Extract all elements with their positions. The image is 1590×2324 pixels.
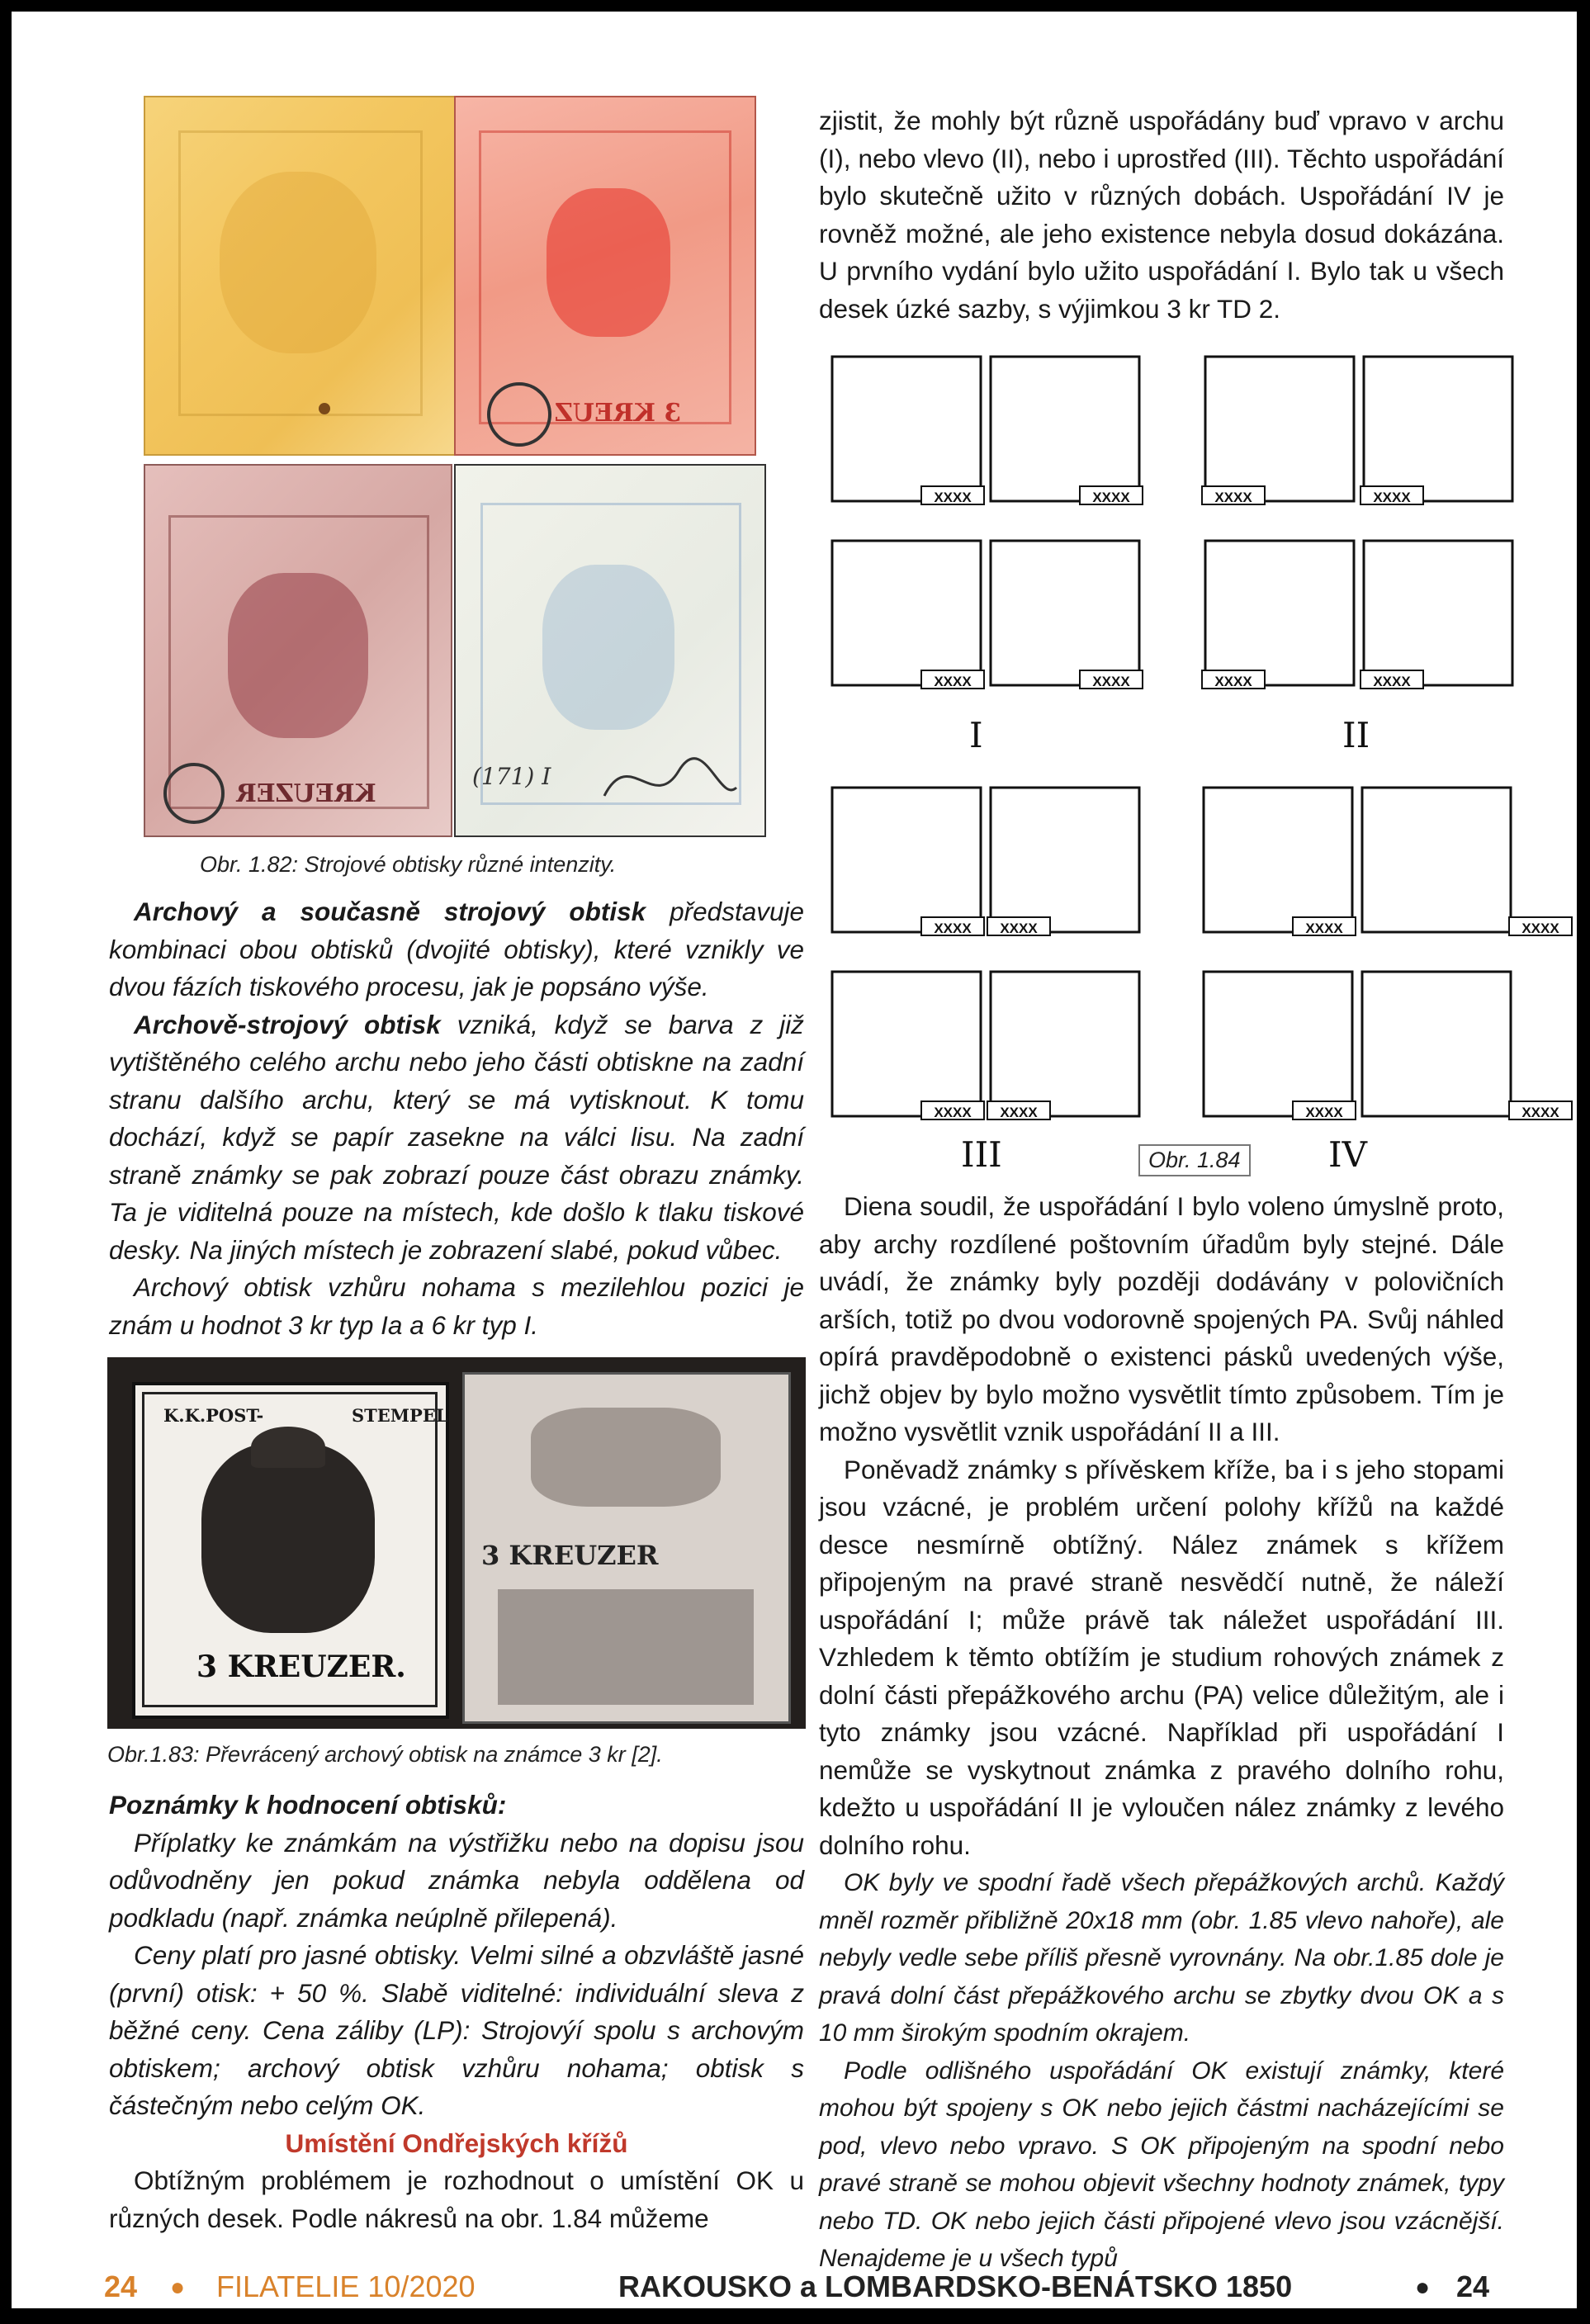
- left-column-upper: [109, 893, 804, 1344]
- label-III: III: [961, 1134, 1002, 1175]
- figure-183-black-stamps: [107, 1357, 806, 1729]
- diagram-cross-label: XXXX: [1521, 1105, 1559, 1120]
- diagram-cross-label: XXXX: [1305, 1105, 1343, 1120]
- diagram-stamp-box: [832, 972, 981, 1116]
- diagram-cross-label: XXXX: [1521, 921, 1559, 936]
- paragraph-podle: Podle odlišného uspořádání OK existují známky, které mohou být spojeny s OK nebo jejich částmi nacházejícími se pod, vlevo nebo vpravo. S OK připojeným na spodní nebo pravé straně se mohou objevit všechny hodnoty známek, typy nebo TD. OK nebo jejich části připojené vlevo jsou vzácnější. Nenajdeme je u všech typů: [819, 2057, 1504, 2272]
- stamp-yellow: [144, 96, 457, 456]
- diagram-stamp-box: [1205, 541, 1354, 685]
- diagram-stamp-box: [1364, 541, 1512, 685]
- diagram-stamp-box: [1205, 357, 1354, 501]
- stamp-black-kpost: K.K.POST-: [163, 1405, 264, 1426]
- notes-heading: Poznámky k hodnocení obtisků:: [109, 1790, 507, 1820]
- stamp-pale-blue: [454, 464, 766, 837]
- stamp-black-stempel: STEMPEL: [352, 1405, 448, 1426]
- diagram-cross-label: XXXX: [1373, 674, 1411, 689]
- diagram-cross-label: XXXX: [1214, 490, 1252, 505]
- diagram-stamp-box: [832, 541, 981, 685]
- diagram-cross-label: XXXX: [934, 490, 972, 505]
- figure-184-diagram: [804, 342, 1559, 1192]
- footer-page-number-right: 24: [1456, 2270, 1490, 2303]
- footer-bullet-left: ●: [170, 2274, 186, 2301]
- paragraph-vzhuru-nohama: Archový obtisk vzhůru nohama s mezilehlou pozici je znám u hodnot 3 kr typ Ia a 6 kr typ I.: [109, 1272, 804, 1340]
- stamp-mirror-value: 3 KREUZER: [481, 1540, 659, 1571]
- diagram-stamp-box: [991, 541, 1139, 685]
- stamp-pencil-note: (171) I: [472, 763, 551, 790]
- left-column-lower: [109, 1787, 804, 2237]
- stamp-brown-value: KREUZER: [236, 779, 376, 808]
- section-paragraph: Obtížným problémem je rozhodnout o umístění OK u různých desek. Podle nákresů na obr. 1.84 můžeme: [109, 2165, 804, 2233]
- diagram-cross-label: XXXX: [1092, 674, 1130, 689]
- paragraph-diena: Diena soudil, že uspořádání I bylo voleno úmyslně proto, aby archy rozdílené poštovním úřadům byly stejné. Dále uvádí, že známky byly později dodávány v polovičních arších, totiž po dvou vodorovně spojených PA. Svůj náhled opírá pravděpodobně o existenci pásků uvedených výše, jichž objev by bylo možno vysvětlit tímto způsobem. Tím je možno vysvětlit vznik uspořádání II a III.: [819, 1191, 1504, 1446]
- diagram-stamp-box: [991, 972, 1139, 1116]
- paragraph-archove-strojovy: Archově-strojový obtisk vzniká, když se barva z již vytištěného celého archu nebo jeho části obtiskne na zadní stranu dalšího archu, který se má vytisknout. K tomu dochází, když se papír zasekne na válci lisu. Na zadní straně známky se pak zobrazí pouze část obrazu známky. Ta je viditelná pouze na místech, kde došlo k tlaku tiskové desky. Na jiných místech je zobrazení slabé, pokud vůbec.: [109, 1009, 804, 1265]
- footer-series: RAKOUSKO a LOMBARDSKO-BENÁTSKO 1850: [618, 2270, 1293, 2303]
- footer-page-number-left: 24: [104, 2270, 138, 2303]
- footer-magazine: FILATELIE 10/2020: [216, 2270, 476, 2303]
- paragraph-ok: OK byly ve spodní řadě všech přepážkových archů. Každý mněl rozměr přibližně 20x18 mm (obr. 1.85 vlevo nahoře), ale nebyly vedle sebe příliš přesně vyrovnány. Na obr.1.85 dole je pravá dolní část přepážkového archu se zbytky dvou OK a s 10 mm širokým spodním okrajem.: [819, 1869, 1504, 2047]
- label-I: I: [969, 715, 983, 755]
- diagram-stamp-box: [1362, 788, 1511, 932]
- diagram-stamp-box: [1204, 972, 1352, 1116]
- notes-paragraph-1: Příplatky ke známkám na výstřižku nebo na dopisu jsou odůvodněny jen pokud známka nebyla oddělena od podkladu (např. známka neúplně přilepená).: [109, 1827, 804, 1933]
- diagram-cross-label: XXXX: [1000, 1105, 1038, 1120]
- right-column-lower: [819, 1188, 1504, 2278]
- stamp-brown: [144, 464, 452, 837]
- footer-bullet-right: ●: [1415, 2274, 1431, 2301]
- diagram-cross-label: XXXX: [934, 674, 972, 689]
- caption-fig-183: Obr.1.83: Převrácený archový obtisk na známce 3 kr [2].: [107, 1742, 663, 1767]
- diagram-cross-label: XXXX: [1092, 490, 1130, 505]
- stamp-black-value: 3 KREUZER.: [196, 1650, 406, 1684]
- diagram-stamp-box: [991, 788, 1139, 932]
- diagram-cross-label: XXXX: [1305, 921, 1343, 936]
- notes-paragraph-2: Ceny platí pro jasné obtisky. Velmi silné a obzvláště jasné (první) otisk: + 50 %. Slabě viditelné: individuální sleva z běžné ceny. Cena záliby (LP): Strojovýí spolu s archovým obtiskem; archový obtisk vzhůru nohama; obtisk s částečným nebo celým OK.: [109, 1940, 804, 2120]
- caption-fig-182: Obr. 1.82: Strojové obtisky různé intenzity.: [200, 852, 617, 877]
- diagram-cross-label: XXXX: [1373, 490, 1411, 505]
- section-heading: Umístění Ondřejských křížů: [285, 2128, 628, 2158]
- stamp-black-mirrored: [462, 1372, 791, 1724]
- diagram-stamp-box: [991, 357, 1139, 501]
- paragraph-archovy-strojovy: Archový a současně strojový obtisk představuje kombinaci obou obtisků (dvojité obtisky), které vznikly ve dvou fázích tiskového procesu, jak je popsáno výše.: [109, 897, 804, 1001]
- stamp-black-front: [132, 1382, 449, 1719]
- signature-scribble: [596, 738, 745, 821]
- caption-fig-184: Obr. 1.84: [1138, 1144, 1251, 1176]
- label-IV: IV: [1328, 1134, 1367, 1175]
- stamp-red-value: 3 KREUZ: [555, 399, 682, 428]
- diagram-stamp-box: [832, 357, 981, 501]
- paragraph-ponevadz: Poněvadž známky s přívěskem kříže, ba i s jeho stopami jsou vzácné, je problém určení polohy křížů na každé desce nesmírně obtížný. Nález známek s křížem připojeným na pravé straně nesvědčí nutně, že náleží uspořádání I; může právě tak náležet uspořádání III. Vzhledem k těmto obtížím je studium rohových známek z dolní části přepážkového archu (PA) velice důležitým, ale i tyto známky jsou vzácné. Například při uspořádání I nemůže se vyskytnout známka z pravého dolního rohu, kdežto u uspořádání II je vyloučen nález známky z levého dolního rohu.: [819, 1454, 1504, 1860]
- diagram-cross-label: XXXX: [934, 1105, 972, 1120]
- stamp-red: [454, 96, 756, 456]
- right-column-upper: [819, 102, 1504, 328]
- diagram-cross-label: XXXX: [1214, 674, 1252, 689]
- diagram-cross-label: XXXX: [934, 921, 972, 936]
- diagram-stamp-box: [1364, 357, 1512, 501]
- diagram-cross-label: XXXX: [1000, 921, 1038, 936]
- diagram-stamp-box: [1362, 972, 1511, 1116]
- paragraph-zjistit: zjistit, že mohly být různě uspořádány buď vpravo v archu (I), nebo vlevo (II), nebo i uprostřed (III). Těchto uspořádání bylo skutečně užito v různých dobách. Uspořádání IV je rovněž možné, ale jeho existence nebyla dosud dokázána. U prvního vydání bylo užito uspořádání I. Bylo tak u všech desek úzké sazby, s výjimkou 3 kr TD 2.: [819, 106, 1504, 324]
- label-II: II: [1342, 715, 1370, 755]
- diagram-stamp-box: [1204, 788, 1352, 932]
- diagram-stamp-box: [832, 788, 981, 932]
- page: [12, 12, 1577, 2308]
